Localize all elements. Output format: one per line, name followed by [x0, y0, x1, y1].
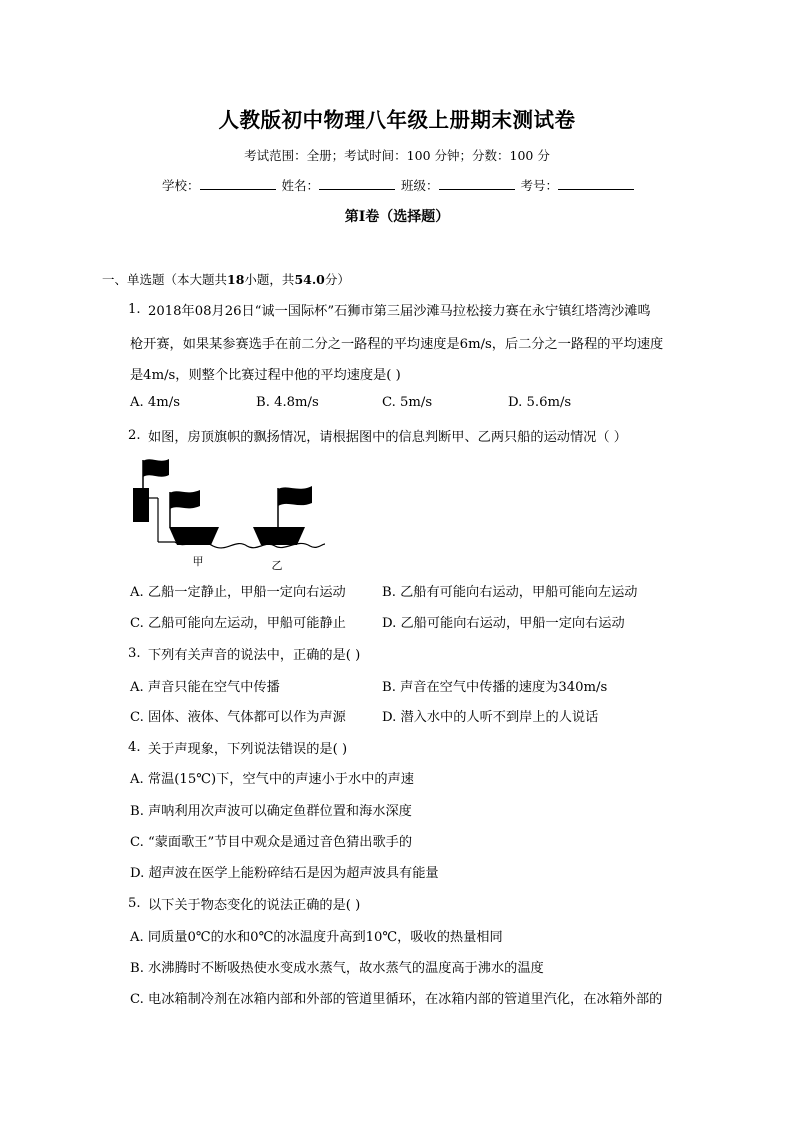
question-2-option-a[interactable]: A. 乙船一定静止，甲船一定向右运动	[130, 585, 346, 600]
exam-title: 人教版初中物理八年级上册期末测试卷	[218, 108, 576, 132]
question-1-number: 1.	[128, 302, 141, 317]
question-3-option-c[interactable]: C. 固体、液体、气体都可以作为声源	[130, 710, 346, 725]
question-1-option-b[interactable]: B. 4.8m/s	[256, 395, 319, 410]
question-3-option-b[interactable]: B. 声音在空气中传播的速度为340m/s	[382, 680, 608, 695]
section-label: 一、单选题（本大题共	[102, 272, 228, 287]
number-label: 考号：	[520, 178, 559, 193]
section-count: 18	[227, 272, 245, 287]
question-5-option-b[interactable]: B. 水沸腾时不断吸热使水变成水蒸气，故水蒸气的温度高于沸水的温度	[130, 961, 544, 976]
question-4-option-d[interactable]: D. 超声波在医学上能粉碎结石是因为超声波具有能量	[130, 866, 439, 881]
question-4-option-c[interactable]: C. “蒙面歌王”节目中观众是通过音色猜出歌手的	[130, 835, 413, 850]
boat-yi-flag-icon	[278, 486, 312, 506]
label-yi: 乙	[271, 559, 283, 572]
question-5-line-1: 以下关于物态变化的说法正确的是( )	[148, 898, 361, 913]
section-heading	[102, 270, 350, 288]
question-5-option-a[interactable]: A. 同质量0℃的水和0℃的冰温度升高到10℃，吸收的热量相同	[130, 930, 503, 945]
section-score: 54.0	[294, 272, 325, 287]
question-3-line-1: 下列有关声音的说法中，正确的是( )	[148, 648, 361, 663]
name-label: 姓名：	[281, 178, 320, 193]
exam-info: 考试范围：全册；考试时间：100 分钟；分数：100 分	[244, 148, 550, 163]
number-field[interactable]	[558, 177, 634, 190]
house-flag-icon	[143, 459, 169, 477]
question-3-number: 3.	[128, 646, 141, 661]
question-1-line-3: 是4m/s，则整个比赛过程中他的平均速度是( )	[130, 368, 401, 383]
question-1-line-2: 枪开赛，如果某参赛选手在前二分之一路程的平均速度是6m/s，后二分之一路程的平均速度	[130, 337, 664, 352]
question-4-option-a[interactable]: A. 常温(15℃)下，空气中的声速小于水中的声速	[130, 772, 414, 787]
school-label: 学校：	[162, 178, 200, 193]
question-4-option-b[interactable]: B. 声呐利用次声波可以确定鱼群位置和海水深度	[130, 804, 412, 819]
question-5-option-c[interactable]: C. 电冰箱制冷剂在冰箱内部和外部的管道里循环，在冰箱内部的管道里汽化，在冰箱外部的	[130, 992, 663, 1007]
question-1-option-d[interactable]: D. 5.6m/s	[508, 395, 572, 410]
question-3-option-a[interactable]: A. 声音只能在空气中传播	[130, 680, 280, 695]
boat-jia-flag-icon	[170, 490, 200, 509]
question-2-number: 2.	[128, 428, 141, 443]
question-2-option-b[interactable]: B. 乙船有可能向右运动，甲船可能向左运动	[382, 585, 638, 600]
school-field[interactable]	[200, 177, 276, 190]
student-fields	[162, 176, 636, 194]
part-title: 第Ⅰ卷（选择题）	[344, 209, 450, 225]
section-tail: 分）	[324, 272, 350, 287]
name-field[interactable]	[319, 177, 395, 190]
question-1-line-1: 2018年08月26日“诚一国际杯”石狮市第三届沙滩马拉松接力赛在永宁镇红塔湾沙滩鸣	[148, 304, 651, 319]
question-5-number: 5.	[128, 896, 141, 911]
question-4-line-1: 关于声现象，下列说法错误的是( )	[148, 742, 348, 757]
question-2-line-1: 如图，房顶旗帜的飘扬情况，请根据图中的信息判断甲、乙两只船的运动情况（ ）	[148, 430, 627, 445]
question-2-option-c[interactable]: C. 乙船可能向左运动，甲船可能静止	[130, 616, 346, 631]
question-1-option-c[interactable]: C. 5m/s	[382, 395, 433, 410]
question-1-option-a[interactable]: A. 4m/s	[130, 395, 181, 410]
section-mid: 小题，共	[244, 272, 295, 287]
boat-yi-icon	[253, 527, 305, 545]
question-2-option-d[interactable]: D. 乙船可能向右运动，甲船一定向右运动	[382, 616, 625, 631]
class-field[interactable]	[439, 177, 515, 190]
boats-flags-figure	[125, 452, 335, 574]
class-label: 班级：	[401, 178, 439, 193]
label-jia: 甲	[192, 555, 204, 568]
question-4-number: 4.	[128, 740, 141, 755]
house-block-icon	[133, 488, 149, 522]
question-3-option-d[interactable]: D. 潜入水中的人听不到岸上的人说话	[382, 710, 599, 725]
